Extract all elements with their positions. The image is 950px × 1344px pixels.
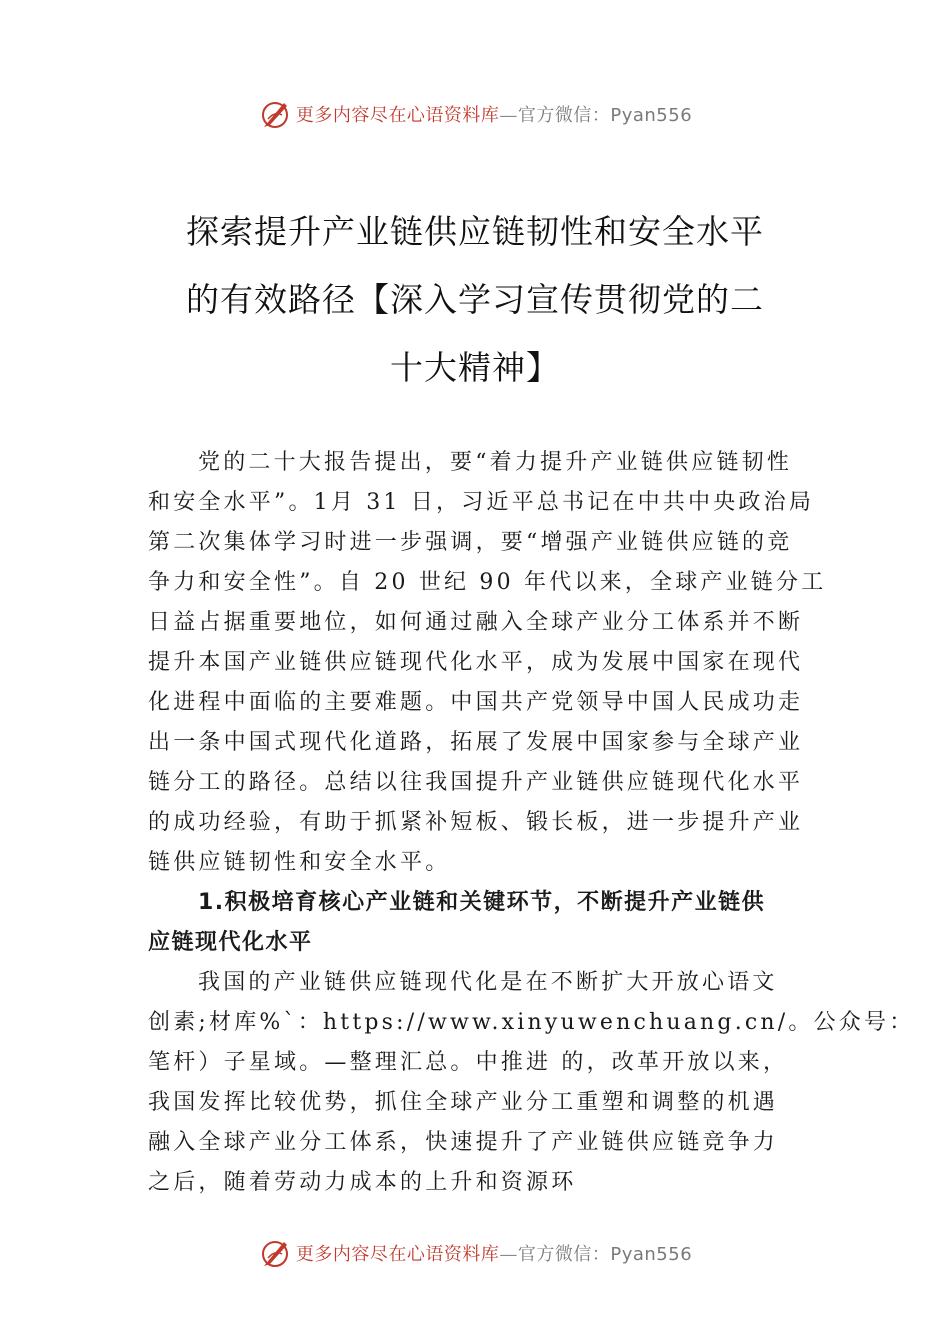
title-line: 探索提升产业链供应链韧性和安全水平 — [186, 212, 764, 251]
banner-sep: — — [499, 105, 518, 126]
quill-logo-icon — [258, 97, 292, 131]
header-banner — [0, 94, 950, 134]
text-line: 我国发挥比较优势，抓住全球产业分工重塑和调整的机遇 — [148, 1090, 779, 1115]
banner-text — [296, 101, 692, 127]
text-line: 笔杆）子星域。—整理汇总。中推进 的，改革开放以来， — [148, 1050, 789, 1075]
section-heading — [148, 883, 808, 963]
heading-line: 应链现代化水平 — [148, 930, 313, 955]
text-line: 链分工的路径。总结以往我国提升产业链供应链现代化水平 — [148, 770, 804, 795]
text-line: 化进程中面临的主要难题。中国共产党领导中国人民成功走 — [148, 690, 804, 715]
text-line: 和安全水平”。1月 31 日，习近平总书记在中共中央政治局 — [148, 490, 815, 515]
banner-wechat-id: Pyan556 — [610, 105, 693, 126]
text-line: 提升本国产业链供应链现代化水平，成为发展中国家在现代 — [148, 650, 804, 675]
text-line: 党的二十大报告提出，要“着力提升产业链供应链韧性 — [198, 450, 793, 475]
banner-wechat-label: 官方微信： — [517, 105, 611, 126]
text-line: 第二次集体学习时进一步强调，要“增强产业链供应链的竞 — [148, 530, 793, 555]
text-line: 融入全球产业分工体系，快速提升了产业链供应链竞争力 — [148, 1130, 779, 1155]
text-line: 之后，随着劳动力成本的上升和资源环 — [148, 1170, 577, 1195]
title-line: 的有效路径【深入学习宣传贯彻党的二 — [186, 280, 764, 319]
text-line: 争力和安全性”。自 20 世纪 90 年代以来，全球产业链分工 — [148, 570, 827, 595]
text-line: 出一条中国式现代化道路，拓展了发展中国家参与全球产业 — [148, 730, 804, 755]
banner-sep: — — [499, 1244, 518, 1265]
quill-logo-icon — [258, 1236, 292, 1270]
document-title — [150, 198, 800, 402]
heading-line: 1.积极培育核心产业链和关键环节，不断提升产业链供 — [198, 890, 766, 915]
document-body — [148, 443, 915, 1203]
text-line: 链供应链韧性和安全水平。 — [148, 850, 451, 875]
banner-main: 更多内容尽在心语资料库 — [295, 1244, 500, 1265]
paragraph-intro — [148, 443, 827, 883]
footer-banner — [0, 1233, 950, 1273]
text-line: 创素;材库%`：https://www.xinyuwenchuang.cn/。公众号： — [148, 1010, 915, 1035]
text-line: 的成功经验，有助于抓紧补短板、锻长板，进一步提升产业 — [148, 810, 804, 835]
text-line: 我国的产业链供应链现代化是在不断扩大开放心语文 — [198, 970, 778, 995]
text-line: 日益占据重要地位，如何通过融入全球产业分工体系并不断 — [148, 610, 804, 635]
banner-wechat-label: 官方微信： — [517, 1244, 611, 1265]
banner-main: 更多内容尽在心语资料库 — [295, 105, 500, 126]
paragraph-section-1 — [148, 963, 915, 1203]
banner-wechat-id: Pyan556 — [610, 1244, 693, 1265]
title-line: 十大精神】 — [390, 348, 560, 387]
banner-text — [296, 1240, 692, 1266]
